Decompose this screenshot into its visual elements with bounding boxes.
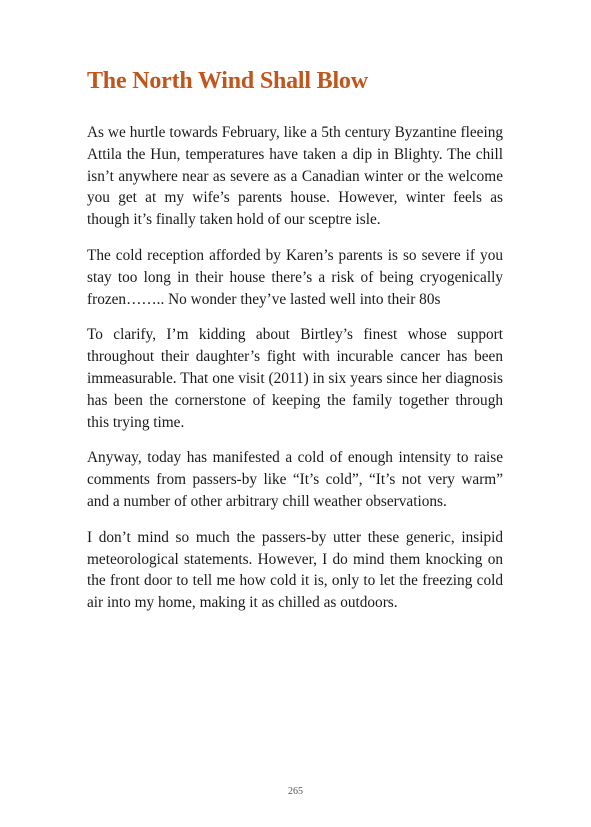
paragraph-2: The cold reception afforded by Karen’s parents is so severe if you stay too long in their house there’s a risk of being cryogenically frozen…….. No wonder they’ve lasted well into their 80s bbox=[87, 246, 503, 308]
paragraph-1: As we hurtle towards February, like a 5th century Byzantine fleeing Attila the Hun, temperatures have taken a dip in Blighty. The chill isn’t anywhere near as severe as a Canadian winter or the welcome you get at my wife’s parents house. However, winter feels as though it’s finally taken hold of our sceptre isle. bbox=[87, 124, 503, 229]
chapter-title: The North Wind Shall Blow bbox=[87, 68, 368, 94]
paragraph-4: Anyway, today has manifested a cold of enough intensity to raise comments from passers-by like “It’s cold”, “It’s not very warm” and a number of other arbitrary chill weather observations. bbox=[87, 449, 503, 510]
paragraph-3: To clarify, I’m kidding about Birtley’s finest whose support throughout their daughter’s fight with incurable cancer has been immeasurable. That one visit (2011) in six years since her diagnosis has been the cornerstone of keeping the family together through this trying time. bbox=[87, 326, 503, 431]
chapter-body bbox=[87, 122, 503, 628]
paragraph-5: I don’t mind so much the passers-by utter these generic, insipid meteorological statements. However, I do mind them knocking on the front door to tell me how cold it is, only to let the freezing cold air into my home, making it as chilled as outdoors. bbox=[87, 528, 503, 612]
page-number: 265 bbox=[288, 786, 303, 797]
